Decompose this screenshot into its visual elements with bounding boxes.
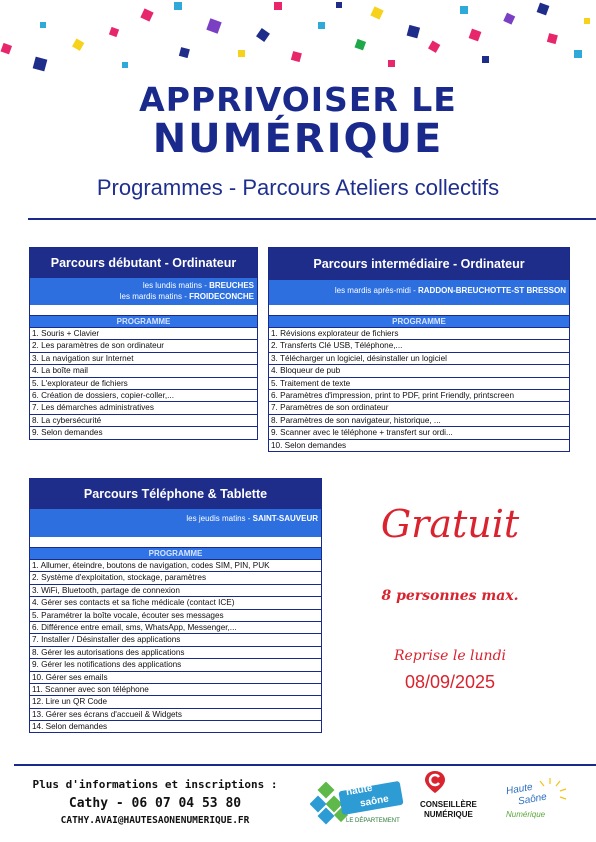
list-item: 12. Lire un QR Code — [30, 695, 321, 707]
list-item: 4. Bloqueur de pub — [269, 364, 569, 376]
list-item: 11. Scanner avec son téléphone — [30, 683, 321, 695]
card-schedule — [30, 278, 257, 305]
confetti-decoration — [0, 0, 596, 80]
card-schedule — [30, 509, 321, 537]
contact-phone: Cathy - 06 07 04 53 80 — [68, 796, 242, 811]
haute-saone-department-logo: haute saône LE DÉPARTEMENT — [310, 780, 405, 830]
list-item: 3. Télécharger un logiciel, désinstaller un logiciel — [269, 352, 569, 364]
card-intermediaire — [268, 247, 570, 452]
list-item: 8. La cybersécurité — [30, 414, 257, 426]
list-item: 1. Souris + Clavier — [30, 327, 257, 339]
program-label: PROGRAMME — [30, 547, 321, 559]
list-item: 5. Traitement de texte — [269, 377, 569, 389]
page-subtitle: Programmes - Parcours Ateliers collectifs — [96, 175, 500, 200]
location-pin-icon — [424, 770, 446, 794]
list-item: 8. Paramètres de son navigateur, historique, ... — [269, 414, 569, 426]
schedule-line: les jeudis matins - SAINT-SAUVEUR — [186, 514, 318, 523]
contact-intro: Plus d'informations et inscriptions : — [32, 778, 278, 791]
list-item: 7. Les démarches administratives — [30, 401, 257, 413]
list-item: 7. Paramètres de son ordinateur — [269, 401, 569, 413]
program-list — [30, 559, 321, 732]
card-debutant — [29, 247, 258, 440]
list-item: 1. Allumer, éteindre, boutons de navigation, codes SIM, PIN, PUK — [30, 559, 321, 571]
list-item: 10. Gérer ses emails — [30, 671, 321, 683]
list-item: 3. La navigation sur Internet — [30, 352, 257, 364]
list-item: 8. Gérer les autorisations des applications — [30, 646, 321, 658]
list-item: 6. Création de dossiers, copier-coller,... — [30, 389, 257, 401]
list-item: 5. Paramétrer la boîte vocale, écouter ses messages — [30, 609, 321, 621]
bottom-divider — [14, 764, 596, 766]
list-item: 1. Révisions explorateur de fichiers — [269, 327, 569, 339]
contact-email[interactable]: CATHY.AVAI@HAUTESAONENUMERIQUE.FR — [60, 815, 250, 826]
list-item: 4. La boîte mail — [30, 364, 257, 376]
restart-label: Reprise le lundi — [393, 648, 507, 664]
capacity-label: 8 personnes max. — [381, 588, 519, 604]
conseillere-numerique-logo: CONSEILLÈRE NUMÉRIQUE — [418, 770, 488, 826]
list-item: 9. Gérer les notifications des applications — [30, 658, 321, 670]
card-title: Parcours Téléphone & Tablette — [30, 479, 321, 509]
list-item: 5. L'explorateur de fichiers — [30, 377, 257, 389]
list-item: 9. Scanner avec le téléphone + transfert sur ordi... — [269, 426, 569, 438]
list-item: 4. Gérer ses contacts et sa fiche médicale (contact ICE) — [30, 596, 321, 608]
list-item: 2. Système d'exploitation, stockage, paramètres — [30, 571, 321, 583]
list-item: 6. Paramètres d'impression, print to PDF, print Friendly, printscreen — [269, 389, 569, 401]
schedule-line: les mardis matins - FROIDECONCHE — [119, 292, 254, 301]
page-title-line1: APPRIVOISER LE — [139, 80, 457, 119]
list-item: 14. Selon demandes — [30, 720, 321, 732]
top-divider — [28, 218, 596, 220]
list-item: 6. Différence entre email, sms, WhatsApp, Messenger,... — [30, 621, 321, 633]
restart-date: 08/09/2025 — [404, 672, 496, 692]
haute-saone-numerique-logo: Haute Saône Numérique — [500, 778, 570, 826]
list-item: 10. Selon demandes — [269, 439, 569, 451]
card-title: Parcours débutant - Ordinateur — [30, 248, 257, 278]
list-item: 3. WiFi, Bluetooth, partage de connexion — [30, 584, 321, 596]
schedule-line: les mardis après-midi - RADDON-BREUCHOTTE-ST BRESSON — [334, 286, 566, 295]
card-title: Parcours intermédiaire - Ordinateur — [269, 248, 569, 280]
page-title-line2: NUMÉRIQUE — [152, 116, 444, 162]
card-telephone-tablette — [29, 478, 322, 733]
list-item: 2. Les paramètres de son ordinateur — [30, 339, 257, 351]
list-item: 7. Installer / Désinstaller des applications — [30, 633, 321, 645]
list-item: 2. Transferts Clé USB, Téléphone,... — [269, 339, 569, 351]
program-label: PROGRAMME — [30, 315, 257, 327]
program-list — [269, 327, 569, 451]
schedule-line: les lundis matins - BREUCHES — [142, 281, 254, 290]
list-item: 13. Gérer ses écrans d'accueil & Widgets — [30, 708, 321, 720]
card-schedule — [269, 280, 569, 305]
program-label: PROGRAMME — [269, 315, 569, 327]
program-list — [30, 327, 257, 439]
price-label: Gratuit — [380, 502, 520, 546]
list-item: 9. Selon demandes — [30, 426, 257, 438]
